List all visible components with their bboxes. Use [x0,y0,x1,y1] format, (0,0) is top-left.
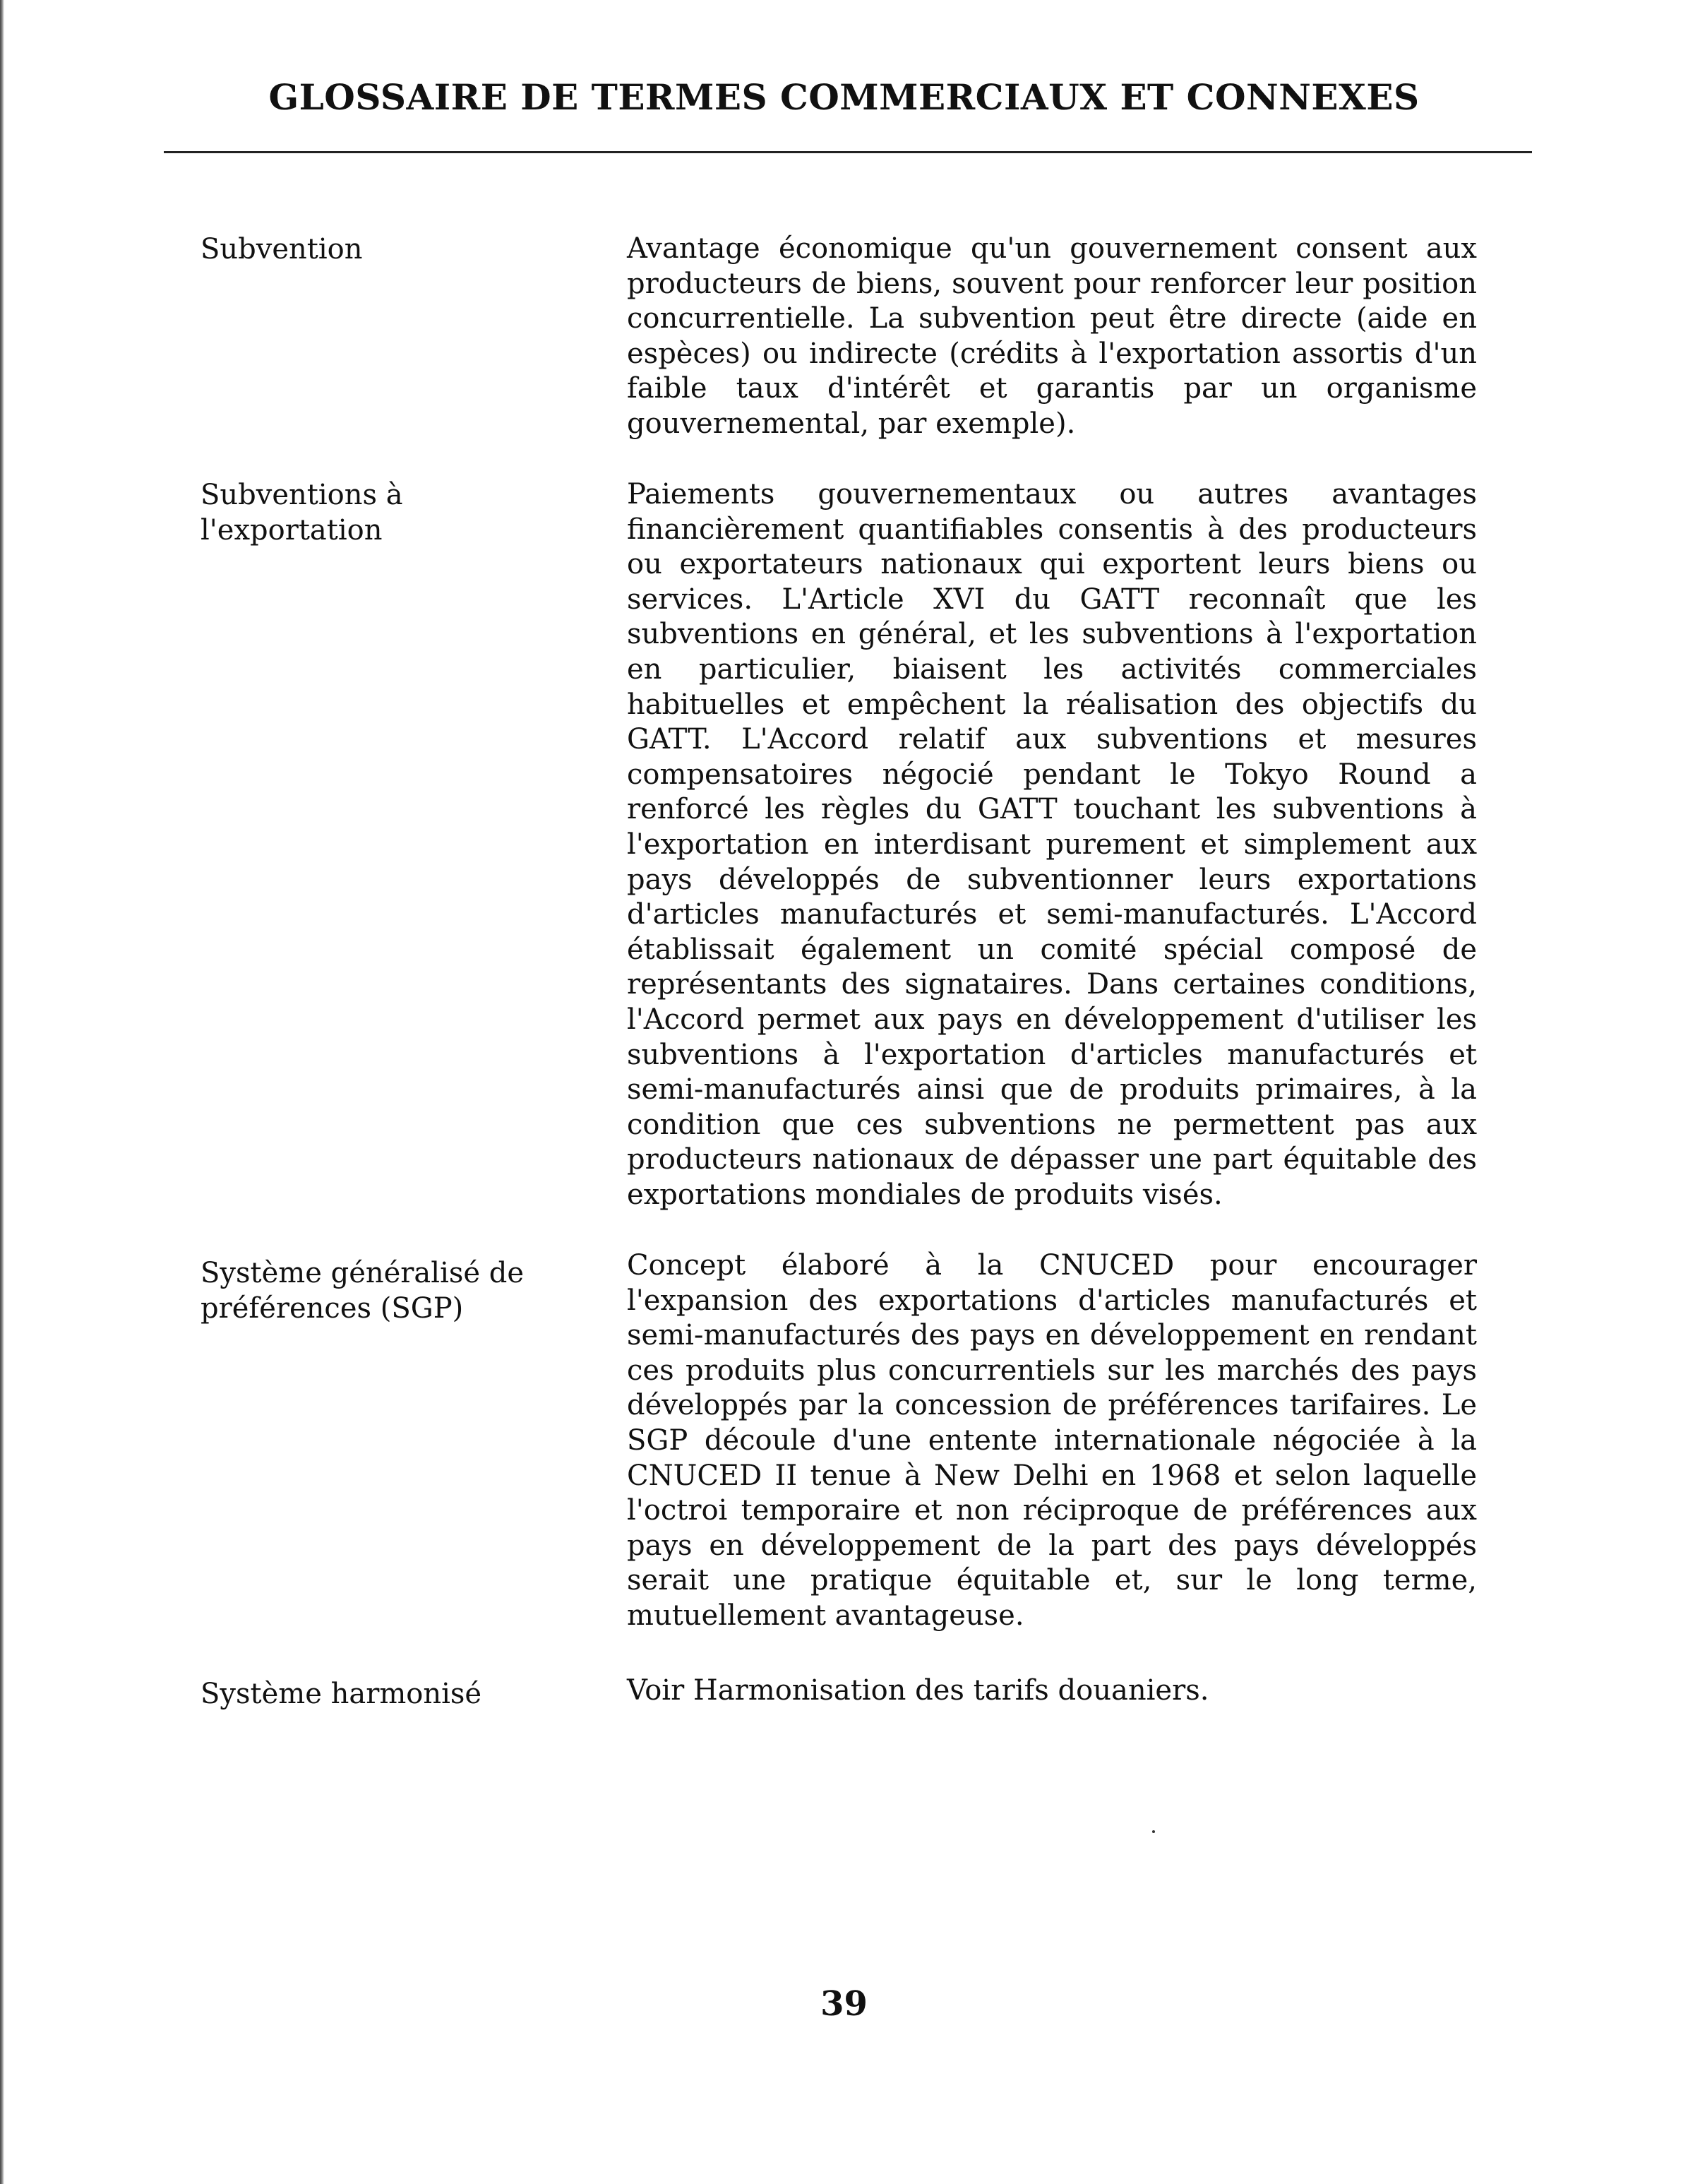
glossary-definition: Paiements gouvernementaux ou autres avantages financièrement quantifiables consentis à des producteurs ou exportateurs nationaux qui exportent leurs biens ou services. L'Article XVI du GATT reconnaît que les subventions en général, et les subventions à l'exportation en particulier, biaisent les activités commerciales habituelles et empêchent la réalisation des objectifs du GATT. L'Accord relatif aux subventions et mesures compensatoires négocié pendant le Tokyo Round a renforcé les règles du GATT touchant les subventions à l'exportation en interdisant purement et simplement aux pays développés de subventionner leurs exportations d'articles manufacturés et semi-manufacturés. L'Accord établissait également un comité spécial composé de représentants des signataires. Dans certaines conditions, l'Accord permet aux pays en développement d'utiliser les subventions à l'exportation d'articles manufacturés et semi-manufacturés ainsi que de produits primaires, à la condition que ces subventions ne permettent pas aux producteurs nationaux de dépasser une part équitable des exportations mondiales de produits visés. [627,478,1477,1211]
page-number: 39 [820,1984,868,2024]
glossary-term: Système harmonisé [200,1678,482,1710]
page-title: GLOSSAIRE DE TERMES COMMERCIAUX ET CONNEXES [268,76,1420,118]
glossary-definition: Voir Harmonisation des tarifs douaniers. [627,1674,1209,1707]
glossary-definition: Concept élaboré à la CNUCED pour encourager l'expansion des exportations d'articles manufacturés et semi-manufacturés des pays en développement en rendant ces produits plus concurrentiels sur les marchés des pays développés par la concession de préférences tarifaires. Le SGP découle d'une entente internationale négociée à la CNUCED II tenue à New Delhi en 1968 et selon laquelle l'octroi temporaire et non réciproque de préférences aux pays en développement de la part des pays développés serait une pratique équitable et, sur le long terme, mutuellement avantageuse. [627,1249,1477,1632]
glossary-term: Subvention [200,233,363,265]
scan-speck [1152,1830,1155,1833]
page-left-edge [0,0,4,2184]
glossary-term: Système généralisé de préférences (SGP) [200,1257,525,1325]
header-divider [164,151,1532,153]
glossary-definition: Avantage économique qu'un gouvernement consent aux producteurs de biens, souvent pour renforcer leur position concurrentielle. La subvention peut être directe (aide en espèces) ou indirecte (crédits à l'exportation assortis d'un faible taux d'intérêt et garantis par un organisme gouvernemental, par exemple). [627,232,1477,440]
glossary-term: Subventions à l'exportation [200,479,403,547]
